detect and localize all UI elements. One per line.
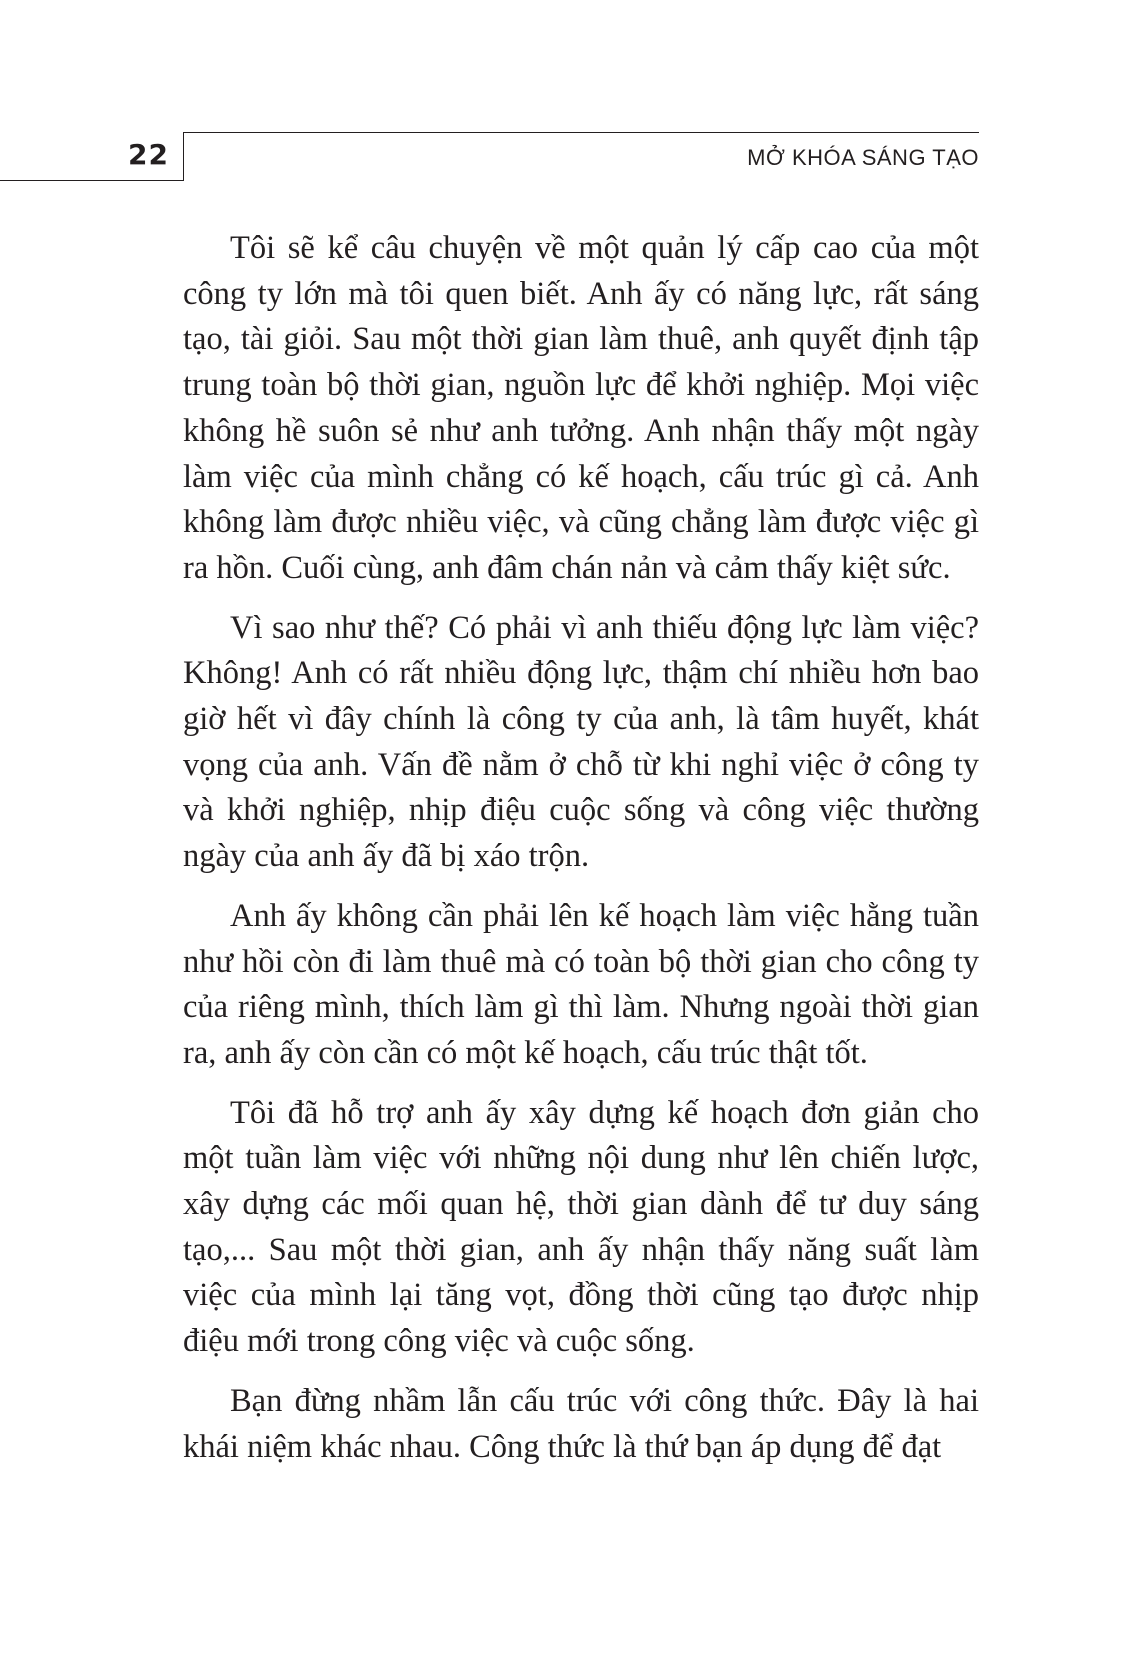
paragraph-1: Tôi sẽ kể câu chuyện về một quản lý cấp cao của một công ty lớn mà tôi quen biết. Anh ấy có năng lực, rất sáng tạo, tài giỏi. Sau một thời gian làm thuê, anh quyết định tập trung toàn bộ thời gian, nguồn lực để khởi nghiệp. Mọi việc không hề suôn sẻ như anh tưởng. Anh nhận thấy một ngày làm việc của mình chẳng có kế hoạch, cấu trúc gì cả. Anh không làm được nhiều việc, và cũng chẳng làm được việc gì ra hồn. Cuối cùng, anh đâm chán nản và cảm thấy kiệt sức. — [183, 230, 979, 586]
header-bottom-rule — [0, 180, 184, 181]
paragraph-5: Bạn đừng nhầm lẫn cấu trúc với công thức. Đây là hai khái niệm khác nhau. Công thức là thứ bạn áp dụng để đạt — [183, 1382, 979, 1465]
paragraph-3: Anh ấy không cần phải lên kế hoạch làm việc hằng tuần như hồi còn đi làm thuê mà có toàn bộ thời gian cho công ty của riêng mình, thích làm gì thì làm. Nhưng ngoài thời gian ra, anh ấy còn cần có một kế hoạch, cấu trúc thật tốt. — [183, 897, 979, 1071]
page-header — [0, 0, 1126, 190]
paragraph-4: Tôi đã hỗ trợ anh ấy xây dựng kế hoạch đơn giản cho một tuần làm việc với những nội dung như lên chiến lược, xây dựng các mối quan hệ, thời gian dành để tư duy sáng tạo,... Sau một thời gian, anh ấy nhận thấy năng suất làm việc của mình lại tăng vọt, đồng thời cũng tạo được nhịp điệu mới trong công việc và cuộc sống. — [183, 1094, 979, 1360]
header-vertical-rule — [183, 132, 184, 180]
page-number: 22 — [128, 138, 169, 171]
paragraph-2: Vì sao như thế? Có phải vì anh thiếu động lực làm việc? Không! Anh có rất nhiều động lực, thậm chí nhiều hơn bao giờ hết vì đây chính là công ty của anh, là tâm huyết, khát vọng của anh. Vấn đề nằm ở chỗ từ khi nghỉ việc ở công ty và khởi nghiệp, nhịp điệu cuộc sống và công việc thường ngày của anh ấy đã bị xáo trộn. — [183, 609, 979, 875]
header-top-rule — [183, 132, 979, 133]
body-text — [183, 226, 979, 1470]
running-head-title: MỞ KHÓA SÁNG TẠO — [747, 145, 979, 170]
